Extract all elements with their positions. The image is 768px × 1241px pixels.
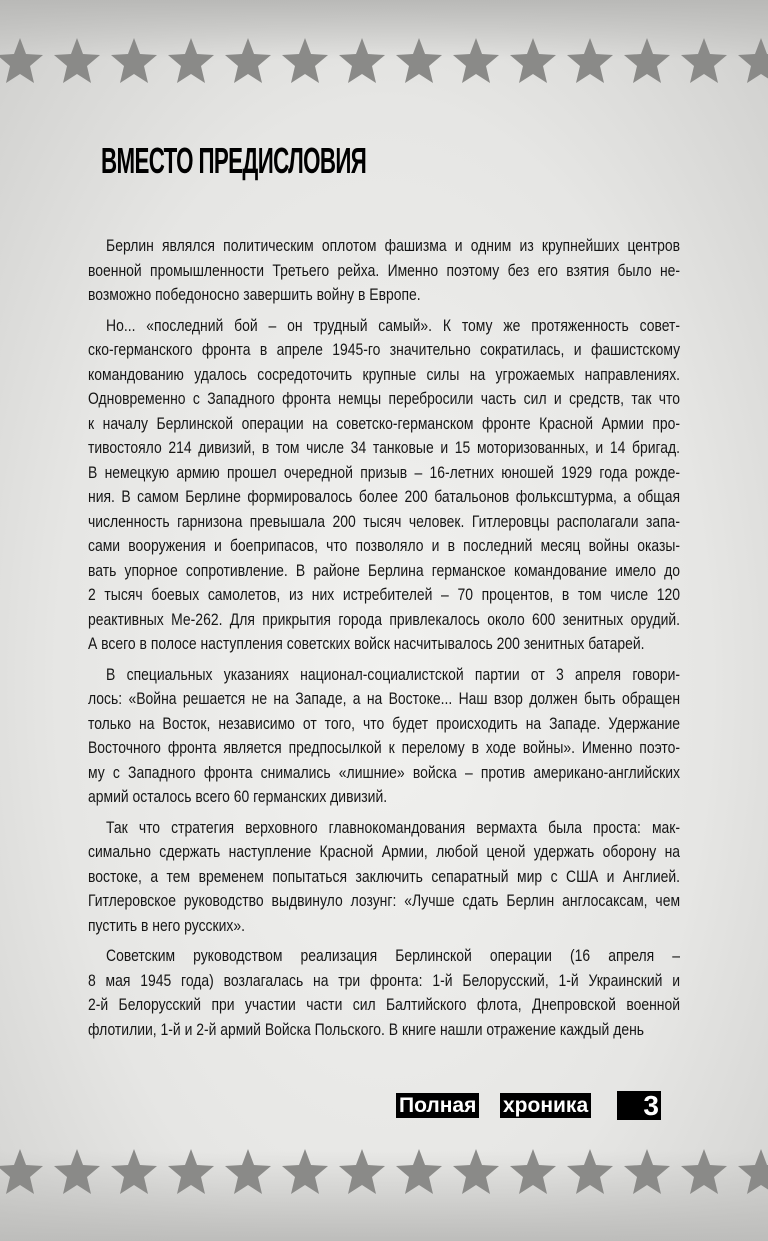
star-icon bbox=[0, 37, 44, 85]
text-line: пустить в него русских». bbox=[88, 915, 245, 935]
text-line: 8 мая 1945 года) возлагалась на три фронта: 1-й Белорусский, 1-й Украинский и bbox=[88, 970, 681, 990]
paragraph bbox=[88, 944, 680, 1042]
text-line: Берлин являлся политическим оплотом фашизма и одним из крупнейших центров bbox=[106, 236, 681, 255]
text-line: к началу Берлинской операции на советско-германском фронте Красной Армии про- bbox=[88, 413, 681, 433]
text-line: Гитлеровское руководство выдвинуло лозунг: «Лучше сдать Берлин англосаксам, чем bbox=[88, 891, 681, 910]
star-icon bbox=[53, 37, 101, 85]
star-icon bbox=[737, 37, 768, 85]
text-line: армий осталось всего 60 германских дивизий. bbox=[88, 787, 388, 806]
paragraph bbox=[88, 234, 680, 308]
text-line: возможно победоносно завершить войну в Европе. bbox=[88, 285, 421, 304]
star-icon bbox=[566, 37, 614, 85]
text-line: Восточного фронта является предпосылкой к перелому в ходе войны». Именно поэто- bbox=[88, 738, 681, 757]
star-icon bbox=[509, 37, 557, 85]
star-icon bbox=[53, 1148, 101, 1196]
text-line: реактивных Ме-262. Для прикрытия города привлекалось около 600 зенитных орудий. bbox=[88, 609, 681, 629]
star-icon bbox=[224, 37, 272, 85]
star-icon bbox=[395, 37, 443, 85]
star-icon bbox=[395, 1148, 443, 1196]
series-label-word2: хроника bbox=[500, 1093, 591, 1118]
star-icon bbox=[338, 1148, 386, 1196]
text-line: Советским руководством реализация Берлинской операции (16 апреля – bbox=[106, 946, 681, 965]
text-line: вать упорное сопротивление. В районе Берлина германское командование имело до bbox=[88, 560, 681, 580]
star-icon bbox=[224, 1148, 272, 1196]
star-icon bbox=[281, 37, 329, 85]
text-line: Одновременно с Западного фронта немцы перебросили часть сил и средств, так что bbox=[88, 389, 681, 408]
star-icon bbox=[623, 37, 671, 85]
star-icon bbox=[452, 1148, 500, 1196]
star-icon bbox=[452, 37, 500, 85]
text-line: лось: «Война решается не на Западе, а на Востоке... Наш взор должен быть обращен bbox=[88, 689, 681, 708]
star-icon bbox=[680, 1148, 728, 1196]
star-border-bottom bbox=[0, 1148, 764, 1196]
star-icon bbox=[338, 37, 386, 85]
star-icon bbox=[110, 1148, 158, 1196]
text-line: ско-германского фронта в апреле 1945-го значительно сократилась, и фашистскому bbox=[88, 340, 681, 359]
text-line: флотилии, 1-й и 2-й армий Войска Польского. В книге нашли отражение каждый день bbox=[88, 1019, 645, 1039]
text-line: 2 тысяч боевых самолетов, из них истребителей – 70 процентов, в том числе 120 bbox=[88, 585, 681, 604]
text-line: Так что стратегия верховного главнокомандования вермахта была проста: мак- bbox=[106, 817, 681, 837]
star-icon bbox=[623, 1148, 671, 1196]
text-line: ния. В самом Берлине формировалось более 200 батальонов фольксштурма, а общая bbox=[88, 487, 681, 506]
text-line: В немецкую армию прошел очередной призыв – 16-летних юношей 1929 года рожде- bbox=[88, 462, 681, 482]
star-border-top bbox=[0, 37, 764, 85]
text-line: численность гарнизона превышала 200 тысяч человек. Гитлеровцы располагали запа- bbox=[88, 511, 681, 531]
paragraph bbox=[88, 663, 680, 810]
text-line: военной промышленности Третьего рейха. Именно поэтому без его взятия было не- bbox=[88, 260, 681, 280]
star-icon bbox=[167, 1148, 215, 1196]
text-line: симально сдержать наступление Красной Армии, любой ценой удержать оборону на bbox=[88, 842, 681, 861]
text-line: сами вооружения и боеприпасов, что позволяло и в последний месяц войны оказы- bbox=[88, 536, 681, 555]
chapter-title: ВМЕСТО ПРЕДИСЛОВИЯ bbox=[101, 140, 367, 181]
paragraph bbox=[88, 314, 680, 657]
star-icon bbox=[167, 37, 215, 85]
star-icon bbox=[509, 1148, 557, 1196]
text-line: А всего в полосе наступления советских войск насчитывалось 200 зенитных батарей. bbox=[88, 634, 645, 653]
star-icon bbox=[566, 1148, 614, 1196]
page-number: 3 bbox=[617, 1091, 661, 1120]
text-line: В специальных указаниях национал-социалистской партии от 3 апреля говори- bbox=[106, 664, 681, 684]
star-icon bbox=[281, 1148, 329, 1196]
star-icon bbox=[0, 1148, 44, 1196]
body-text bbox=[88, 234, 680, 1048]
text-line: командованию удалось сосредоточить крупные силы на угрожаемых направлениях. bbox=[88, 364, 681, 384]
star-icon bbox=[110, 37, 158, 85]
star-icon bbox=[680, 37, 728, 85]
text-line: востоке, а тем временем попытаться заключить сепаратный мир с США и Англией. bbox=[88, 866, 681, 886]
paragraph bbox=[88, 816, 680, 939]
text-line: тивостояло 214 дивизий, в том числе 34 танковые и 15 моторизованных, и 14 бригад. bbox=[88, 438, 681, 457]
text-line: 2-й Белорусский при участии части сил Балтийского флота, Днепровской военной bbox=[88, 995, 681, 1014]
star-icon bbox=[737, 1148, 768, 1196]
series-label-word1: Полная bbox=[396, 1093, 479, 1118]
text-line: только на Восток, независимо от того, что будет происходить на Западе. Удержание bbox=[88, 713, 681, 733]
text-line: му с Западного фронта снимались «лишние» войска – против американо-английских bbox=[88, 762, 681, 782]
text-line: Но... «последний бой – он трудный самый». К тому же протяженность совет- bbox=[106, 315, 681, 335]
